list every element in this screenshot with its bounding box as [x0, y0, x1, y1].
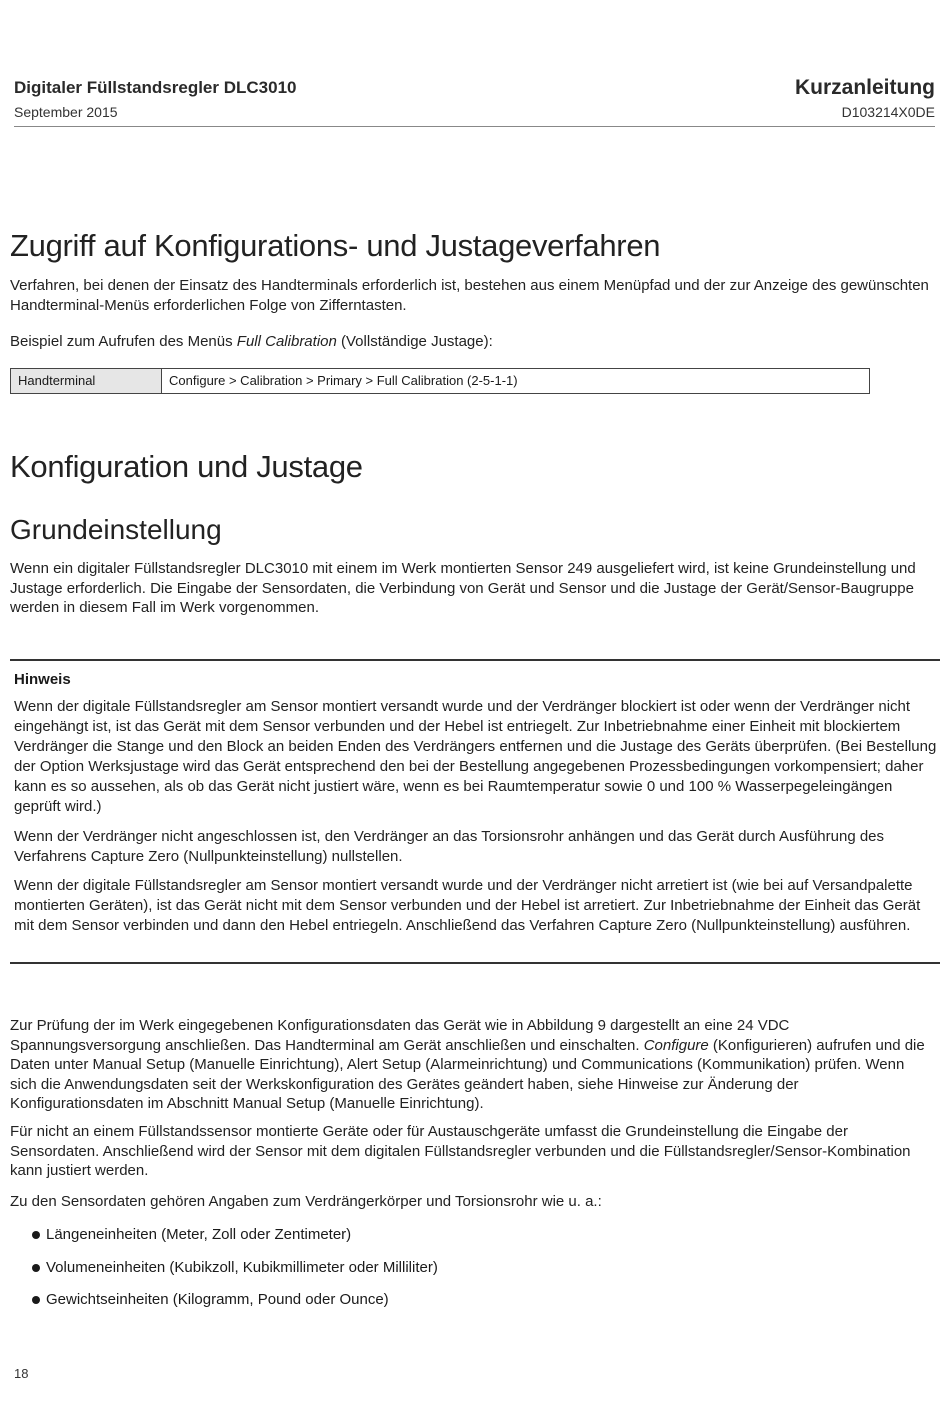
bullet-icon [32, 1264, 40, 1272]
section-heading-configuration: Konfiguration und Justage [10, 449, 363, 484]
sensor-units-list [32, 1225, 438, 1323]
configure-term: Configure [643, 1036, 709, 1054]
note-box [10, 659, 940, 964]
bullet-icon [32, 1296, 40, 1304]
section-heading-access: Zugriff auf Konfigurations- und Justageverfahren [10, 228, 661, 263]
verification-paragraph [10, 1016, 935, 1114]
basic-setup-paragraph: Wenn ein digitaler Füllstandsregler DLC3010 mit einem im Werk montierten Sensor 249 ausgeliefert wird, ist keine Grundeinstellung und Justage erforderlich. Die Eingabe der Sensordaten, die Verbindung von Gerät und Sensor und die Justage der Gerät/Sensor-Baugruppe werden in diesem Fall im Werk vorgenommen. [10, 560, 916, 616]
menu-path-value: Configure > Calibration > Primary > Full Calibration (2-5-1-1) [169, 373, 518, 388]
menu-path-table [10, 368, 870, 394]
note-paragraph-2: Wenn der Verdränger nicht angeschlossen ist, den Verdränger an das Torsionsrohr anhängen und das Gerät durch Ausführung des Verfahrens Capture Zero (Nullpunkteinstellung) nullstellen. [14, 828, 885, 865]
page-header [14, 76, 935, 127]
bullet-icon [32, 1231, 40, 1239]
verification-text-b: (Konfigurieren) aufrufen und die Daten unter Manual Setup (Manuelle Einrichtung), Alert Setup (Alarmeinrichtung) und Communications (Kommunikation) prüfen. Wenn sich die Anwendungsdaten seit der Werkskonfiguration des Gerätes geändert haben, siehe Hinweise zur Änderung der Konfigurationsdaten im Abschnitt Manual Setup (Manuelle Einrichtung). [10, 1036, 925, 1112]
list-item [32, 1225, 438, 1258]
example-paragraph [10, 332, 935, 352]
verification-text-a: Zur Prüfung der im Werk eingegebenen Konfigurationsdaten das Gerät wie in Abbildung 9 dargestellt an eine 24 VDC Spannungsversorgung anschließen. Das Handterminal am Gerät anschließen und einschalten. [10, 1017, 790, 1054]
list-item-text: Längeneinheiten (Meter, Zoll oder Zentimeter) [46, 1226, 352, 1243]
menu-path-label: Handterminal [11, 369, 162, 393]
list-item-text: Gewichtseinheiten (Kilogramm, Pound oder Ounce) [46, 1291, 389, 1308]
example-menu-name: Full Calibration [236, 333, 337, 350]
sensor-data-intro: Zu den Sensordaten gehören Angaben zum Verdrängerkörper und Torsionsrohr wie u. a.: [10, 1193, 602, 1210]
document-title: Digitaler Füllstandsregler DLC3010 [14, 78, 297, 97]
example-suffix: (Vollständige Justage): [336, 333, 493, 350]
page-number: 18 [14, 1366, 29, 1381]
list-item-text: Volumeneinheiten (Kubikzoll, Kubikmillimeter oder Milliliter) [46, 1258, 438, 1276]
list-item [32, 1290, 438, 1323]
document-date: September 2015 [14, 104, 118, 120]
document-type: Kurzanleitung [795, 76, 935, 99]
note-title: Hinweis [14, 671, 71, 688]
note-paragraph-3: Wenn der digitale Füllstandsregler am Sensor montiert versandt wurde und der Verdränger nicht arretiert ist (wie bei auf Versandpalette montierten Geräten), ist das Gerät nicht mit dem Sensor verbunden und der Hebel ist arretiert. Zur Inbetriebnahme der Einheit das Gerät mit dem Sensor verbinden und dann den Hebel entriegeln. Anschließend das Verfahren Capture Zero (Nullpunkteinstellung) ausführen. [14, 877, 921, 934]
access-intro-paragraph: Verfahren, bei denen der Einsatz des Handterminals erforderlich ist, bestehen aus einem Menüpfad und der zur Anzeige des gewünschten Handterminal-Menüs erforderlichen Folge von Zifferntasten. [10, 277, 929, 314]
example-prefix: Beispiel zum Aufrufen des Menüs [10, 333, 237, 350]
list-item [32, 1258, 438, 1291]
replacement-paragraph: Für nicht an einem Füllstandssensor montierte Geräte oder für Austauschgeräte umfasst die Grundeinstellung die Eingabe der Sensordaten. Anschließend wird der Sensor mit dem digitalen Füllstandsregler verbunden und die Füllstandsregler/Sensor-Kombination kann justiert werden. [10, 1123, 911, 1179]
document-number: D103214X0DE [841, 104, 935, 120]
subheading-basic-setup: Grundeinstellung [10, 514, 222, 545]
note-paragraph-1: Wenn der digitale Füllstandsregler am Sensor montiert versandt wurde und der Verdränger blockiert ist oder wenn der Verdränger nicht eingehängt ist, ist das Gerät mit dem Sensor verbunden und der Hebel ist entriegelt. Zur Inbetriebnahme einer Einheit mit blockiertem Verdränger die Stange und den Block an beiden Enden des Verdrängers entfernen und die Justage des Geräts überprüfen. (Bei Bestellung der Option Werksjustage wird das Gerät entsprechend den bei der Bestellung angegebenen Prozessbedingungen vorkompensiert; daher kann es so aussehen, als ob das Gerät nicht justiert wäre, wenn es bei Raumtemperatur sowie 0 und 100 % Wasserpegeleingängen geprüft wird.) [14, 698, 937, 815]
